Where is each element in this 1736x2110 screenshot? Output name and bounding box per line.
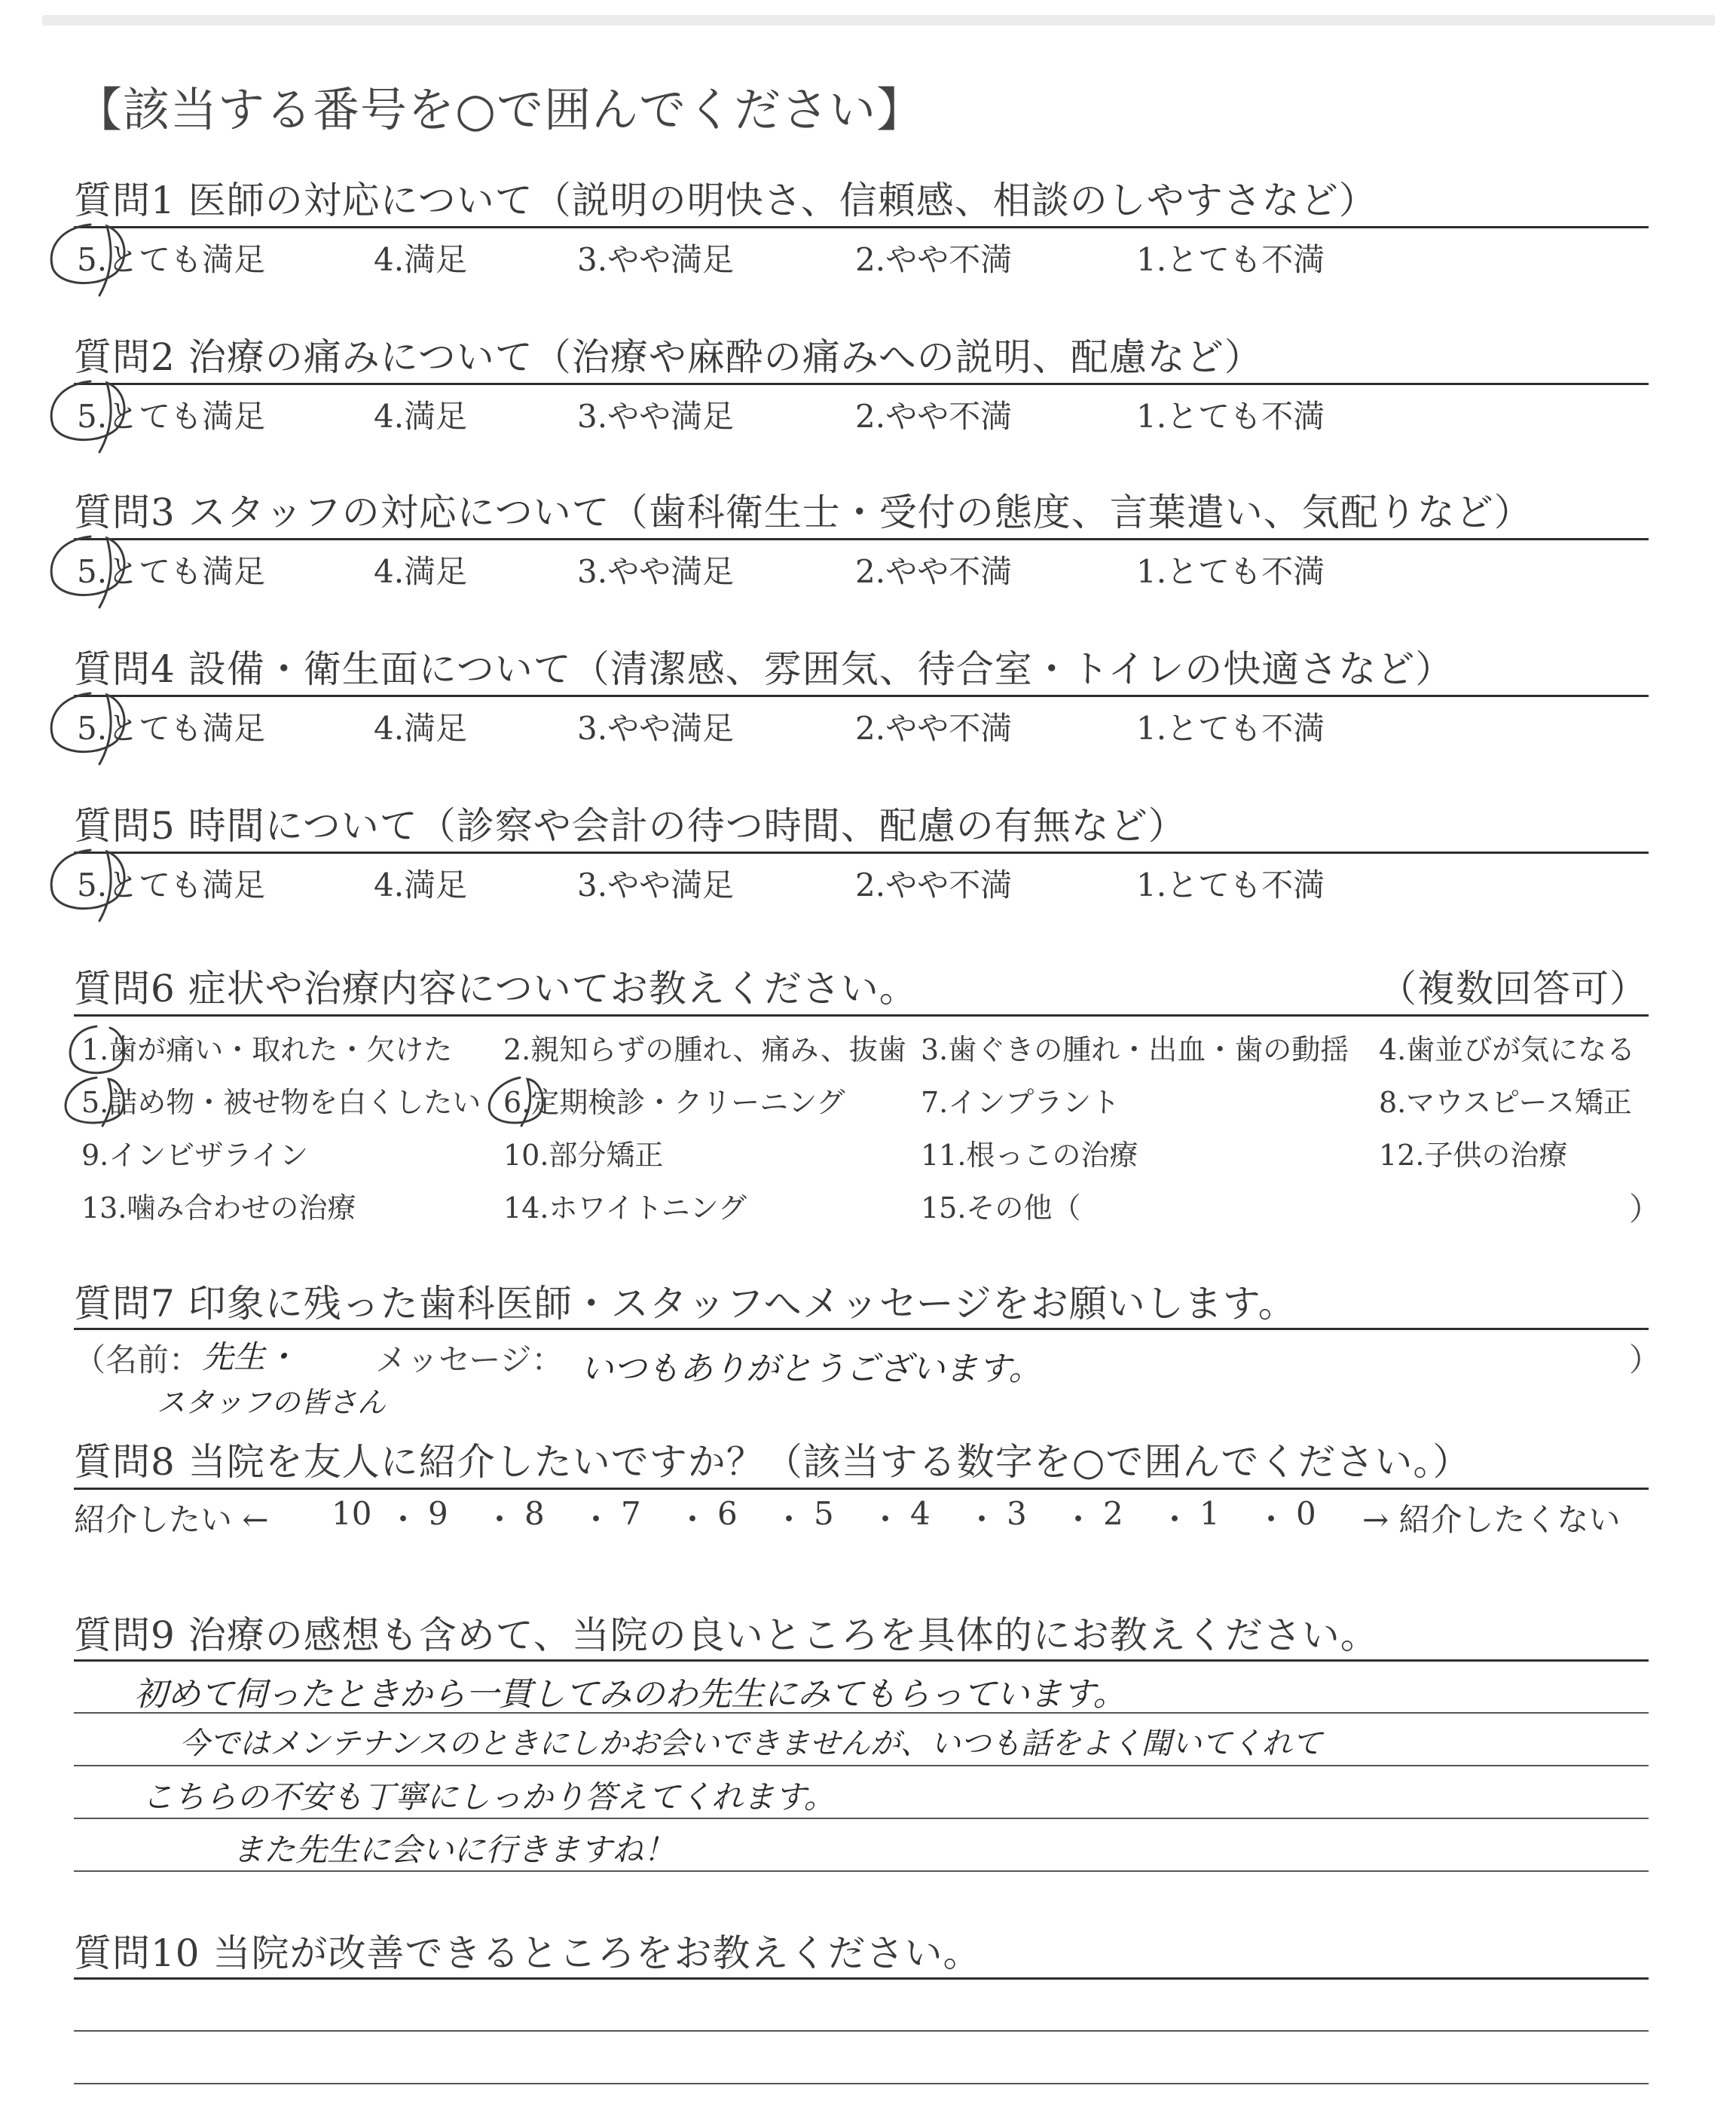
- q8-scale-value[interactable]: 0: [1296, 1495, 1316, 1532]
- q5-option-2[interactable]: 2.やや不満: [855, 867, 1013, 904]
- q8-scale-separator: ・: [1062, 1501, 1095, 1538]
- q8-scale-separator: ・: [677, 1501, 709, 1538]
- q2-option-2[interactable]: 2.やや不満: [855, 398, 1013, 435]
- question-9-title: 質問9 治療の感想も含めて、当院の良いところを具体的にお教えください。: [74, 1613, 1379, 1657]
- q8-scale-value[interactable]: 2: [1103, 1495, 1123, 1532]
- q8-scale-value[interactable]: 3: [1007, 1495, 1027, 1532]
- q1-option-4[interactable]: 4.満足: [374, 241, 468, 278]
- q7-name-value-1[interactable]: 先生・: [202, 1338, 298, 1375]
- q1-option-5[interactable]: 5.とても満足: [77, 241, 266, 278]
- q1-option-2[interactable]: 2.やや不満: [855, 241, 1013, 278]
- q5-option-1[interactable]: 1.とても不満: [1136, 867, 1325, 904]
- q8-scale-separator: ・: [484, 1501, 516, 1538]
- q6-option-8[interactable]: 8.マウスピース矯正: [1379, 1086, 1632, 1119]
- q9-answer-text-4[interactable]: また先生に会いに行きますね！: [232, 1831, 676, 1868]
- q6-option-3[interactable]: 3.歯ぐきの腫れ・出血・歯の動揺: [921, 1033, 1349, 1066]
- q8-scale-value[interactable]: 10: [332, 1495, 372, 1532]
- question-2-title: 質問2 治療の痛みについて（治療や麻酔の痛みへの説明、配慮など）: [74, 335, 1263, 379]
- q3-option-2[interactable]: 2.やや不満: [855, 553, 1013, 590]
- q6-option-14[interactable]: 14.ホワイトニング: [503, 1191, 747, 1225]
- q5-selection-circle: [51, 850, 124, 921]
- q2-selection-circle: [51, 381, 124, 452]
- q5-option-4[interactable]: 4.満足: [374, 867, 468, 904]
- q5-option-5[interactable]: 5.とても満足: [77, 867, 266, 904]
- q4-option-1[interactable]: 1.とても不満: [1136, 710, 1325, 747]
- q8-scale-separator: ・: [1255, 1501, 1288, 1538]
- q8-scale-value[interactable]: 5: [814, 1495, 834, 1532]
- q6-option-10[interactable]: 10.部分矯正: [503, 1139, 664, 1172]
- q2-option-4[interactable]: 4.満足: [374, 398, 468, 435]
- question-8-title: 質問8 当院を友人に紹介したいですか？（該当する数字を○で囲んでください。）: [74, 1440, 1472, 1484]
- q7-message-label: メッセージ：: [375, 1341, 564, 1378]
- q8-scale-separator: ・: [966, 1501, 998, 1538]
- q6-option-4[interactable]: 4.歯並びが気になる: [1379, 1033, 1636, 1066]
- q6-option-2[interactable]: 2.親知らずの腫れ、痛み、抜歯: [503, 1033, 906, 1066]
- question-7-title: 質問7 印象に残った歯科医師・スタッフへメッセージをお願いします。: [74, 1282, 1297, 1326]
- q8-left-label: 紹介したい ←: [74, 1501, 269, 1538]
- q8-scale-separator: ・: [1159, 1501, 1191, 1538]
- q8-scale-separator: ・: [580, 1501, 613, 1538]
- question-1-title: 質問1 医師の対応について（説明の明快さ、信頼感、相談のしやすさなど）: [74, 179, 1377, 222]
- q8-scale-value[interactable]: 8: [524, 1495, 545, 1532]
- q3-option-3[interactable]: 3.やや満足: [577, 553, 735, 590]
- q6-option-6[interactable]: 6.定期検診・クリーニング: [503, 1086, 845, 1119]
- q9-answer-text-1[interactable]: 初めて伺ったときから一貫してみのわ先生にみてもらっています。: [134, 1675, 1126, 1714]
- q4-selection-circle: [51, 693, 124, 764]
- q6-option-11[interactable]: 11.根っこの治療: [921, 1139, 1138, 1172]
- page-heading: 【該当する番号を○で囲んでください】: [75, 82, 925, 137]
- q7-name-label: （名前：: [74, 1341, 201, 1378]
- q6-option-7[interactable]: 7.インプラント: [921, 1086, 1120, 1119]
- q5-option-3[interactable]: 3.やや満足: [577, 867, 735, 904]
- q4-option-3[interactable]: 3.やや満足: [577, 710, 735, 747]
- q8-scale-value[interactable]: 9: [428, 1495, 448, 1532]
- q1-selection-circle: [51, 225, 124, 295]
- q1-option-3[interactable]: 3.やや満足: [577, 241, 735, 278]
- q4-option-2[interactable]: 2.やや不満: [855, 710, 1013, 747]
- q3-option-4[interactable]: 4.満足: [374, 553, 468, 590]
- q8-scale-value[interactable]: 1: [1200, 1495, 1220, 1532]
- q8-right-label: → 紹介したくない: [1362, 1501, 1621, 1538]
- q3-selection-circle: [51, 537, 124, 607]
- question-3-title: 質問3 スタッフの対応について（歯科衛生士・受付の態度、言葉遣い、気配りなど）: [74, 491, 1533, 534]
- q8-scale-value[interactable]: 7: [621, 1495, 641, 1532]
- q8-scale-value[interactable]: 4: [910, 1495, 931, 1532]
- question-5-title: 質問5 時間について（診察や会計の待つ時間、配慮の有無など）: [74, 804, 1187, 848]
- q6-other-close-paren: ）: [1629, 1191, 1661, 1228]
- q6-option-12[interactable]: 12.子供の治療: [1379, 1139, 1568, 1172]
- question-10-title: 質問10 当院が改善できるところをお教えください。: [74, 1931, 982, 1975]
- q1-option-1[interactable]: 1.とても不満: [1136, 241, 1325, 278]
- q4-option-4[interactable]: 4.満足: [374, 710, 468, 747]
- q7-message-value[interactable]: いつもありがとうございます。: [580, 1350, 1042, 1388]
- q6-option-9[interactable]: 9.インビザライン: [81, 1139, 309, 1172]
- q2-option-5[interactable]: 5.とても満足: [77, 398, 266, 435]
- q3-option-1[interactable]: 1.とても不満: [1136, 553, 1325, 590]
- question-6-note: （複数回答可）: [1379, 967, 1648, 1011]
- q6-option-5-circle: [66, 1078, 124, 1126]
- q8-scale-separator: ・: [773, 1501, 805, 1538]
- q8-scale-separator: ・: [387, 1501, 420, 1538]
- q9-answer-text-2[interactable]: 今ではメンテナンスのときにしかお会いできませんが、いつも話をよく聞いてくれて: [179, 1726, 1322, 1761]
- q6-option-15[interactable]: 15.その他（: [921, 1191, 1081, 1225]
- q8-scale-value[interactable]: 6: [717, 1495, 738, 1532]
- q7-close-paren: ）: [1629, 1341, 1661, 1378]
- q9-answer-text-3[interactable]: こちらの不安も丁寧にしっかり答えてくれます。: [142, 1778, 836, 1815]
- q6-option-13[interactable]: 13.噛み合わせの治療: [81, 1191, 356, 1225]
- q3-option-5[interactable]: 5.とても満足: [77, 553, 266, 590]
- q2-option-1[interactable]: 1.とても不満: [1136, 398, 1325, 435]
- q4-option-5[interactable]: 5.とても満足: [77, 710, 266, 747]
- q8-scale-separator: ・: [870, 1501, 902, 1538]
- q2-option-3[interactable]: 3.やや満足: [577, 398, 735, 435]
- q6-option-5[interactable]: 5.詰め物・被せ物を白くしたい: [81, 1086, 481, 1119]
- q6-option-6-circle: [489, 1078, 542, 1126]
- question-6-title: 質問6 症状や治療内容についてお教えください。: [74, 967, 918, 1011]
- q6-option-1[interactable]: 1.歯が痛い・取れた・欠けた: [81, 1033, 453, 1066]
- q6-option-1-circle: [70, 1026, 124, 1073]
- question-4-title: 質問4 設備・衛生面について（清潔感、雰囲気、待合室・トイレの快適さなど）: [74, 647, 1454, 691]
- q7-name-value-2[interactable]: スタッフの皆さん: [157, 1386, 387, 1419]
